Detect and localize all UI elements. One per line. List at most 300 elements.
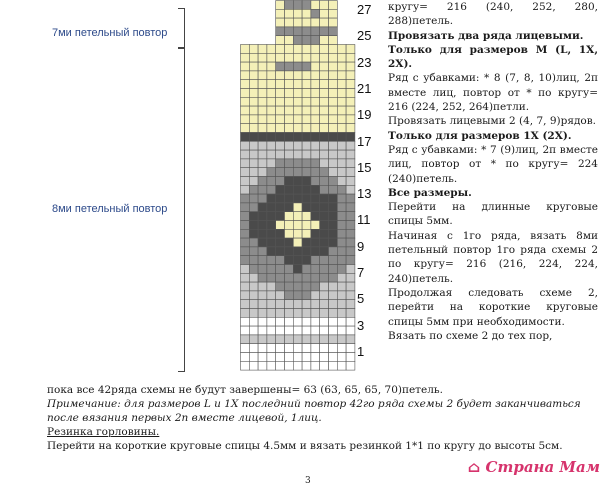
chart-cell xyxy=(267,106,276,115)
chart-cell xyxy=(311,194,320,203)
instr-11: Продолжая следовать схеме 2, перейти на короткие круговые спицы 5мм при необходимости. xyxy=(388,286,598,328)
chart-cell xyxy=(249,106,258,115)
chart-cell xyxy=(311,115,320,124)
chart-cell xyxy=(258,168,267,177)
chart-cell xyxy=(311,36,320,45)
chart-cell xyxy=(276,62,285,71)
chart-cell xyxy=(293,326,302,335)
chart-cell xyxy=(241,53,250,62)
chart-cell xyxy=(258,133,267,142)
chart-cell xyxy=(293,115,302,124)
instr-8: Все размеры. xyxy=(388,186,472,199)
chart-cell xyxy=(293,36,302,45)
chart-cell xyxy=(320,124,329,133)
chart-cell xyxy=(302,273,311,282)
chart-cell xyxy=(258,45,267,54)
chart-cell xyxy=(241,344,250,353)
chart-cell xyxy=(267,177,276,186)
chart-cell xyxy=(329,133,338,142)
chart-cell xyxy=(346,194,355,203)
chart-cell xyxy=(329,185,338,194)
chart-cell xyxy=(258,221,267,230)
chart-cell xyxy=(285,80,294,89)
chart-cell xyxy=(276,265,285,274)
chart-cell xyxy=(285,106,294,115)
chart-cell xyxy=(285,115,294,124)
chart-cell xyxy=(267,80,276,89)
chart-cell xyxy=(249,247,258,256)
chart-cell xyxy=(311,282,320,291)
chart-cell xyxy=(249,221,258,230)
eight-repeat-bracket xyxy=(178,48,185,372)
chart-cell xyxy=(241,62,250,71)
chart-cell xyxy=(258,203,267,212)
chart-cell xyxy=(346,361,355,370)
chart-cell xyxy=(258,317,267,326)
chart-cell xyxy=(249,89,258,98)
chart-cell xyxy=(267,159,276,168)
chart-cell xyxy=(337,344,346,353)
instr-1: кругу= 216 (240, 252, 280, 288)петель. xyxy=(388,1,598,28)
chart-cell xyxy=(258,53,267,62)
chart-cell xyxy=(249,159,258,168)
chart-cell xyxy=(337,124,346,133)
chart-cell xyxy=(249,203,258,212)
chart-cell xyxy=(320,62,329,71)
chart-cell xyxy=(311,344,320,353)
chart-cell xyxy=(329,150,338,159)
chart-cell xyxy=(346,106,355,115)
chart-cell xyxy=(293,344,302,353)
chart-cell xyxy=(241,168,250,177)
chart-cell xyxy=(258,247,267,256)
chart-cell xyxy=(320,238,329,247)
chart-cell xyxy=(337,53,346,62)
chart-cell xyxy=(276,177,285,186)
chart-cell xyxy=(293,150,302,159)
chart-cell xyxy=(302,133,311,142)
chart-cell xyxy=(346,256,355,265)
chart-cell xyxy=(267,124,276,133)
chart-cell xyxy=(320,291,329,300)
chart-cell xyxy=(311,291,320,300)
chart-cell xyxy=(302,353,311,362)
chart-cell xyxy=(320,247,329,256)
chart-cell xyxy=(329,53,338,62)
chart-cell xyxy=(320,326,329,335)
chart-cell xyxy=(337,159,346,168)
chart-cell xyxy=(241,106,250,115)
chart-cell xyxy=(329,326,338,335)
instructions-column xyxy=(388,0,598,343)
chart-cell xyxy=(346,124,355,133)
chart-cell xyxy=(302,221,311,230)
chart-cell xyxy=(276,335,285,344)
chart-cell xyxy=(267,309,276,318)
chart-cell xyxy=(337,203,346,212)
chart-cell xyxy=(258,326,267,335)
row-number: 11 xyxy=(357,212,371,228)
chart-cell xyxy=(302,150,311,159)
chart-cell xyxy=(258,194,267,203)
chart-cell xyxy=(258,106,267,115)
chart-cell xyxy=(285,317,294,326)
chart-cell xyxy=(258,361,267,370)
chart-cell xyxy=(241,80,250,89)
chart-cell xyxy=(241,238,250,247)
chart-cell xyxy=(329,18,338,27)
chart-cell xyxy=(311,1,320,10)
chart-cell xyxy=(241,212,250,221)
chart-cell xyxy=(249,344,258,353)
chart-cell xyxy=(329,71,338,80)
chart-cell xyxy=(320,344,329,353)
chart-cell xyxy=(329,36,338,45)
chart-cell xyxy=(302,194,311,203)
chart-cell xyxy=(258,150,267,159)
chart-cell xyxy=(258,309,267,318)
chart-cell xyxy=(249,133,258,142)
chart-cell xyxy=(337,45,346,54)
chart-cell xyxy=(285,265,294,274)
chart-cell xyxy=(346,229,355,238)
chart-cell xyxy=(285,89,294,98)
chart-cell xyxy=(302,344,311,353)
chart-cell xyxy=(329,168,338,177)
chart-cell xyxy=(311,97,320,106)
chart-cell xyxy=(267,238,276,247)
chart-cell xyxy=(276,353,285,362)
chart-cell xyxy=(258,89,267,98)
chart-cell xyxy=(346,353,355,362)
instr-6: Только для размеров 1Х (2Х). xyxy=(388,129,572,142)
knitting-chart xyxy=(240,0,360,372)
chart-cell xyxy=(258,335,267,344)
chart-cell xyxy=(320,185,329,194)
row-number: 21 xyxy=(357,80,372,96)
chart-cell xyxy=(293,185,302,194)
chart-cell xyxy=(276,36,285,45)
chart-cell xyxy=(320,150,329,159)
chart-cell xyxy=(293,18,302,27)
chart-cell xyxy=(267,335,276,344)
chart-cell xyxy=(293,221,302,230)
chart-cell xyxy=(258,177,267,186)
chart-cell xyxy=(285,291,294,300)
chart-cell xyxy=(302,282,311,291)
chart-cell xyxy=(276,291,285,300)
chart-cell xyxy=(320,141,329,150)
chart-cell xyxy=(346,97,355,106)
chart-cell xyxy=(320,106,329,115)
chart-cell xyxy=(241,159,250,168)
chart-cell xyxy=(276,203,285,212)
chart-cell xyxy=(311,133,320,142)
chart-cell xyxy=(311,353,320,362)
chart-cell xyxy=(276,326,285,335)
chart-cell xyxy=(276,18,285,27)
chart-cell xyxy=(337,141,346,150)
row-number: 7 xyxy=(357,265,365,280)
chart-cell xyxy=(346,300,355,309)
chart-cell xyxy=(293,80,302,89)
chart-cell xyxy=(285,194,294,203)
chart-cell xyxy=(267,282,276,291)
size-note: Примечание: для размеров L и 1X последний повтор 42го ряда схемы 2 будет заканчиваться после вязания первых 2п вместе лицевой, 1лиц. xyxy=(47,398,581,424)
chart-cell xyxy=(311,141,320,150)
chart-cell xyxy=(285,335,294,344)
chart-cell xyxy=(293,89,302,98)
chart-cell xyxy=(249,326,258,335)
chart-cell xyxy=(241,361,250,370)
chart-cell xyxy=(258,124,267,133)
chart-cell xyxy=(320,133,329,142)
chart-cell xyxy=(320,159,329,168)
chart-cell xyxy=(311,106,320,115)
chart-cell xyxy=(285,256,294,265)
chart-cell xyxy=(311,317,320,326)
chart-cell xyxy=(293,97,302,106)
chart-cell xyxy=(311,9,320,18)
house-icon: ⌂ xyxy=(467,458,486,476)
instr-3: Только для размеров М (L, 1X, 2X). xyxy=(388,43,598,71)
chart-cell xyxy=(258,265,267,274)
chart-cell xyxy=(329,159,338,168)
row-number: 19 xyxy=(357,107,372,123)
chart-cell xyxy=(241,177,250,186)
chart-cell xyxy=(337,291,346,300)
chart-cell xyxy=(249,265,258,274)
chart-cell xyxy=(329,221,338,230)
chart-cell xyxy=(311,256,320,265)
chart-cell xyxy=(337,168,346,177)
chart-cell xyxy=(311,300,320,309)
chart-cell xyxy=(267,361,276,370)
bottom-text xyxy=(47,383,592,453)
chart-cell xyxy=(276,247,285,256)
chart-cell xyxy=(285,282,294,291)
chart-cell xyxy=(311,159,320,168)
chart-cell xyxy=(302,9,311,18)
chart-cell xyxy=(276,168,285,177)
chart-cell xyxy=(241,247,250,256)
chart-cell xyxy=(311,221,320,230)
chart-cell xyxy=(276,317,285,326)
chart-cell xyxy=(276,282,285,291)
chart-cell xyxy=(285,300,294,309)
chart-cell xyxy=(329,9,338,18)
chart-cell xyxy=(267,247,276,256)
chart-cell xyxy=(302,309,311,318)
chart-cell xyxy=(267,62,276,71)
chart-cell xyxy=(302,159,311,168)
chart-cell xyxy=(320,9,329,18)
chart-cell xyxy=(311,150,320,159)
chart-cell xyxy=(302,265,311,274)
chart-cell xyxy=(311,45,320,54)
chart-cell xyxy=(276,300,285,309)
chart-cell xyxy=(302,141,311,150)
chart-cell xyxy=(276,115,285,124)
chart-cell xyxy=(302,18,311,27)
chart-cell xyxy=(285,221,294,230)
chart-cell xyxy=(276,9,285,18)
chart-cell xyxy=(302,185,311,194)
chart-cell xyxy=(346,291,355,300)
chart-cell xyxy=(276,238,285,247)
chart-cell xyxy=(337,62,346,71)
instr-9: Перейти на длинные круговые спицы 5мм. xyxy=(388,201,598,228)
chart-cell xyxy=(320,335,329,344)
site-logo: ⌂ Страна Мам xyxy=(467,458,600,476)
chart-cell xyxy=(320,45,329,54)
row-number: 23 xyxy=(357,54,372,70)
chart-cell xyxy=(267,317,276,326)
chart-cell xyxy=(320,221,329,230)
chart-cell xyxy=(285,124,294,133)
chart-cell xyxy=(285,203,294,212)
chart-cell xyxy=(241,45,250,54)
chart-cell xyxy=(329,317,338,326)
chart-cell xyxy=(241,353,250,362)
chart-cell xyxy=(337,115,346,124)
chart-cell xyxy=(249,150,258,159)
chart-cell xyxy=(258,141,267,150)
chart-cell xyxy=(302,53,311,62)
chart-cell xyxy=(285,36,294,45)
chart-cell xyxy=(258,229,267,238)
chart-cell xyxy=(329,247,338,256)
chart-cell xyxy=(346,115,355,124)
chart-cell xyxy=(320,97,329,106)
chart-cell xyxy=(276,80,285,89)
chart-cell xyxy=(249,115,258,124)
chart-cell xyxy=(285,353,294,362)
chart-cell xyxy=(329,27,338,36)
chart-cell xyxy=(329,229,338,238)
chart-cell xyxy=(285,71,294,80)
chart-cell xyxy=(320,300,329,309)
chart-cell xyxy=(302,45,311,54)
chart-cell xyxy=(285,168,294,177)
chart-cell xyxy=(249,273,258,282)
row-number: 5 xyxy=(357,291,365,307)
chart-cell xyxy=(285,177,294,186)
chart-cell xyxy=(293,212,302,221)
row-number: 27 xyxy=(357,2,372,17)
chart-cell xyxy=(320,265,329,274)
chart-cell xyxy=(337,229,346,238)
chart-cell xyxy=(249,229,258,238)
chart-cell xyxy=(320,168,329,177)
chart-cell xyxy=(329,124,338,133)
chart-cell xyxy=(329,300,338,309)
chart-cell xyxy=(293,71,302,80)
chart-cell xyxy=(346,71,355,80)
chart-cell xyxy=(302,115,311,124)
chart-cell xyxy=(267,353,276,362)
chart-cell xyxy=(249,62,258,71)
chart-cell xyxy=(241,150,250,159)
chart-cell xyxy=(337,177,346,186)
chart-cell xyxy=(337,309,346,318)
chart-cell xyxy=(302,212,311,221)
chart-cell xyxy=(258,273,267,282)
chart-cell xyxy=(320,18,329,27)
chart-cell xyxy=(267,265,276,274)
chart-cell xyxy=(311,212,320,221)
chart-cell xyxy=(337,150,346,159)
chart-cell xyxy=(329,361,338,370)
bottom-line-1: пока все 42ряда схемы не будут завершены= 63 (63, 65, 65, 70)петель. xyxy=(47,384,443,396)
chart-cell xyxy=(276,309,285,318)
chart-cell xyxy=(337,326,346,335)
chart-cell xyxy=(346,177,355,186)
chart-cell xyxy=(311,177,320,186)
chart-cell xyxy=(337,335,346,344)
chart-cell xyxy=(311,168,320,177)
chart-cell xyxy=(267,133,276,142)
chart-cell xyxy=(258,212,267,221)
chart-cell xyxy=(320,89,329,98)
chart-cell xyxy=(302,1,311,10)
row-number: 17 xyxy=(357,133,372,149)
chart-cell xyxy=(241,141,250,150)
chart-cell xyxy=(346,203,355,212)
chart-cell xyxy=(285,45,294,54)
chart-cell xyxy=(285,309,294,318)
chart-cell xyxy=(311,124,320,133)
chart-cell xyxy=(311,18,320,27)
chart-cell xyxy=(258,353,267,362)
chart-cell xyxy=(320,229,329,238)
chart-cell xyxy=(320,1,329,10)
chart-cell xyxy=(320,177,329,186)
chart-cell xyxy=(276,89,285,98)
chart-cell xyxy=(293,168,302,177)
chart-cell xyxy=(329,1,338,10)
chart-cell xyxy=(320,71,329,80)
chart-cell xyxy=(320,273,329,282)
chart-cell xyxy=(320,361,329,370)
chart-cell xyxy=(337,89,346,98)
chart-cell xyxy=(241,185,250,194)
chart-cell xyxy=(267,53,276,62)
chart-cell xyxy=(241,309,250,318)
chart-cell xyxy=(241,300,250,309)
chart-cell xyxy=(267,71,276,80)
instr-5: Провязать лицевыми 2 (4, 7, 9)рядов. xyxy=(388,115,596,128)
chart-cell xyxy=(293,335,302,344)
chart-cell xyxy=(302,291,311,300)
chart-cell xyxy=(337,221,346,230)
seven-stitch-repeat-label: 7ми петельный повтор xyxy=(52,27,168,39)
chart-cell xyxy=(329,80,338,89)
chart-cell xyxy=(302,36,311,45)
chart-cell xyxy=(249,177,258,186)
chart-cell xyxy=(258,71,267,80)
chart-cell xyxy=(320,203,329,212)
chart-cell xyxy=(311,247,320,256)
chart-cell xyxy=(311,89,320,98)
chart-cell xyxy=(267,141,276,150)
row-number: 1 xyxy=(357,343,365,359)
eight-stitch-repeat-label: 8ми петельный повтор xyxy=(52,203,168,215)
chart-cell xyxy=(293,133,302,142)
chart-cell xyxy=(285,1,294,10)
row-number: 15 xyxy=(357,159,372,175)
chart-cell xyxy=(267,97,276,106)
